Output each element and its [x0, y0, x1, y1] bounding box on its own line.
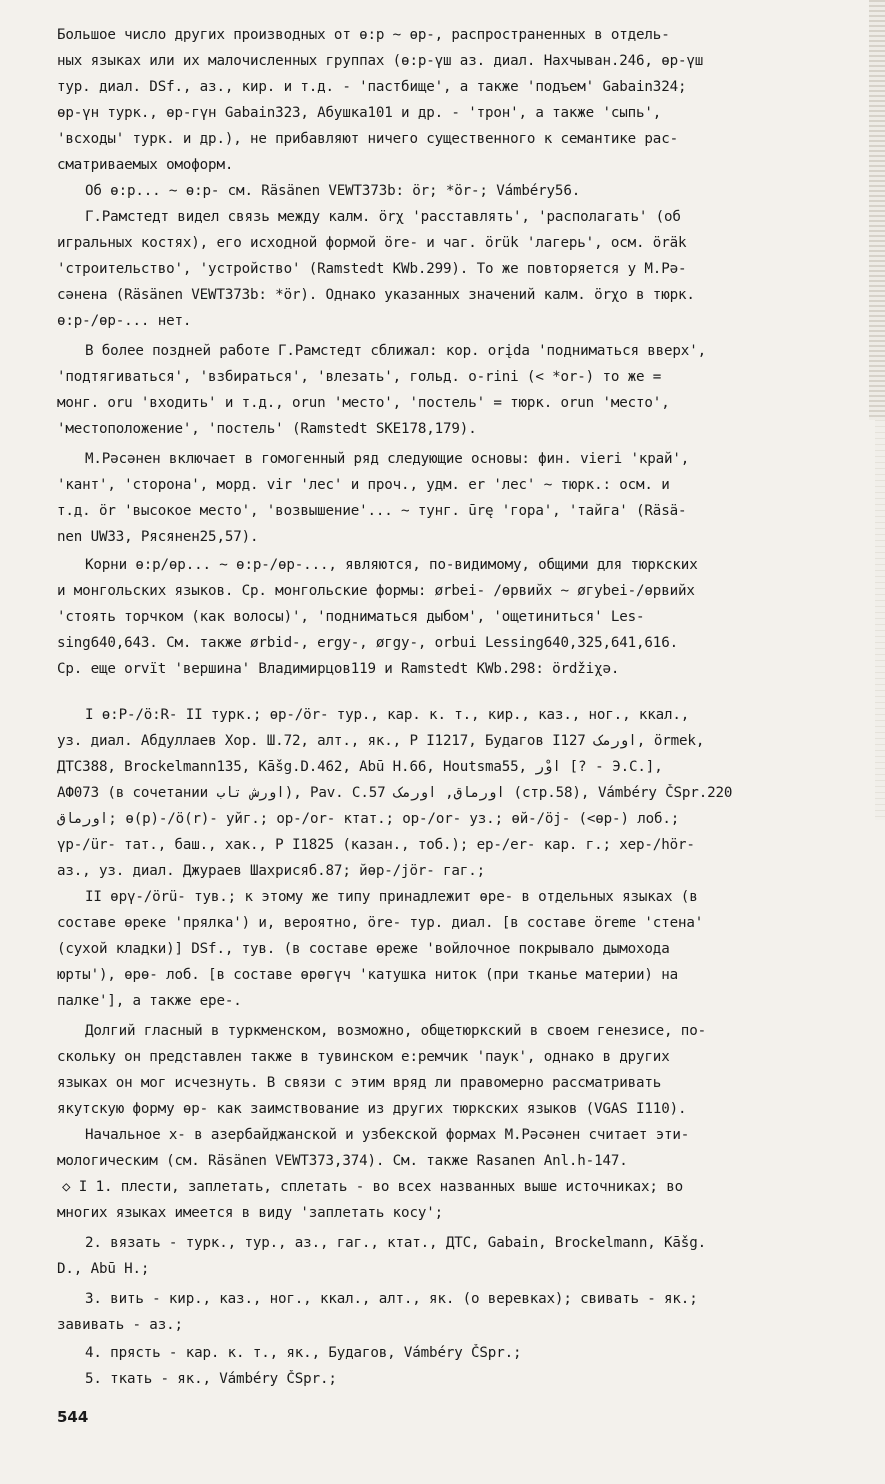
- text-line: монг. oru 'входить' и т.д., orun 'место', 'постель' = тюрк. orun 'место',: [57, 395, 670, 411]
- text-line: юрты'), өрө- лоб. [в составе өрөгүч 'катушка ниток (при тканье материи) на: [57, 967, 678, 983]
- text-line: 4. прясть - кар. к. т., як., Будагов, Vámbéry ČSpr.;: [85, 1345, 522, 1361]
- text-line: 'всходы' турк. и др.), не прибавляют ничего существенного к семантике рас-: [57, 131, 678, 147]
- text-line: мологическим (см. Räsänen VEWT373,374). См. также Rasanen Anl.h-147.: [57, 1153, 628, 1169]
- text-line: сәнена (Räsänen VEWT373b: *ör). Однако указанных значений калм. örχo в тюрк.: [57, 287, 695, 303]
- text-line: I ө:Р-/ö:R- II турк.; өр-/ör- тур., кар. к. т., кир., каз., ног., ккал.,: [85, 707, 690, 723]
- text-line: и монгольских языков. Ср. монгольские формы: ørbei- /өрвийх ~ øгybei-/өрвийх: [57, 583, 695, 599]
- text-line: 'строительство', 'устройство' (Ramstedt KWb.299). То же повторяется у М.Рә-: [57, 261, 687, 277]
- text-line: اورماق; ө(р)-/ö(r)- уйг.; ор-/or- ктат.; ор-/or- уз.; өй-/öj- (<өр-) лоб.;: [57, 811, 680, 827]
- text-line: т.д. ör 'высокое место', 'возвышение'... ~ тунг. ūrę 'гора', 'тайга' (Räsä-: [57, 503, 687, 519]
- text-line: уз. диал. Абдуллаев Хор. Ш.72, алт., як., Р I1217, Будагов I127 اورمک, örmek,: [57, 733, 705, 749]
- text-line: якутскую форму өр- как заимствование из других тюркских языков (VGAS I110).: [57, 1101, 687, 1117]
- text-line: Корни ө:р/өр... ~ ө:р-/өр-..., являются, по-видимому, общими для тюркских: [85, 557, 698, 573]
- text-line: аз., уз. диал. Джураев Шахрисяб.87; йөр-/jör- гаг.;: [57, 863, 485, 879]
- text-line: Начальное х- в азербайджанской и узбекской формах М.Рәсәнен считает эти-: [85, 1127, 690, 1143]
- text-line: завивать - аз.;: [57, 1317, 183, 1333]
- text-line: ных языках или их малочисленных группах (ө:р-үш аз. диал. Нахчыван.246, өр-үш: [57, 53, 704, 69]
- text-line: ө:р-/өр-... нет.: [57, 313, 192, 329]
- text-line: 'подтягиваться', 'взбираться', 'влезать', гольд. o-rini (< *or-) то же =: [57, 369, 662, 385]
- text-line: Г.Рамстедт видел связь между калм. örχ 'расставлять', 'располагать' (об: [85, 209, 681, 225]
- text-line: 2. вязать - турк., тур., аз., гаг., ктат., ДТС, Gabain, Brockelmann, Kāšg.: [85, 1235, 706, 1251]
- text-line: языках он мог исчезнуть. В связи с этим вряд ли правомерно рассматривать: [57, 1075, 662, 1091]
- text-line: Об ө:р... ~ ө:р- см. Räsänen VEWT373b: ör; *ör-; Vámbéry56.: [85, 183, 581, 199]
- text-line: nen UW33, Рясянен25,57).: [57, 529, 259, 545]
- text-line: сматриваемых омоформ.: [57, 157, 234, 173]
- text-line: скольку он представлен также в тувинском е:ремчик 'паук', однако в других: [57, 1049, 670, 1065]
- text-line: 5. ткать - як., Vámbéry ČSpr.;: [85, 1371, 337, 1387]
- text-line: ◇ I 1. плести, заплетать, сплетать - во всех названных выше источниках; во: [62, 1179, 683, 1195]
- text-line: D., Abū H.;: [57, 1261, 150, 1277]
- text-line: 'кант', 'сторона', морд. vir 'лес' и проч., удм. er 'лес' ~ тюрк.: осм. и: [57, 477, 670, 493]
- text-line: Большое число других производных от ө:р ~ өр-, распространенных в отдель-: [57, 27, 670, 43]
- text-line: (сухой кладки)] DSf., тув. (в составе өреже 'войлочное покрывало дымохода: [57, 941, 670, 957]
- text-line: 'местоположение', 'постель' (Ramstedt SKE178,179).: [57, 421, 477, 437]
- text-line: үр-/ür- тат., баш., хак., Р I1825 (казан., тоб.); ер-/er- кар. г.; хер-/hör-: [57, 837, 695, 853]
- text-line: Долгий гласный в туркменском, возможно, общетюркский в своем генезисе, по-: [85, 1023, 706, 1039]
- text-line: тур. диал. DSf., аз., кир. и т.д. - 'пастбище', а также 'подъем' Gabain324;: [57, 79, 687, 95]
- scan-edge-artifact-lower: [875, 420, 885, 820]
- text-line: игральных костях), его исходной формой öre- и чаг. örük 'лагерь', осм. öräk: [57, 235, 687, 251]
- text-line: АФ073 (в сочетании اورش تاب), Pav. C.57 اورماق, اورمک (стр.58), Vámbéry ČSpr.220: [57, 785, 733, 801]
- text-line: многих языках имеется в виду 'заплетать косу';: [57, 1205, 444, 1221]
- text-line: ДТС388, Brockelmann135, Kāšg.D.462, Abū H.66, Houtsma55, اوْر [? - Э.С.],: [57, 759, 663, 775]
- text-line: В более поздней работе Г.Рамстедт сближал: кор. orįda 'подниматься вверх',: [85, 343, 706, 359]
- text-line: 3. вить - кир., каз., ног., ккал., алт., як. (о веревках); свивать - як.;: [85, 1291, 698, 1307]
- text-line: Ср. еще orvït 'вершина' Владимирцов119 и Ramstedt KWb.298: ördžiχə.: [57, 661, 620, 677]
- text-line: палке'], а также ере-.: [57, 993, 242, 1009]
- text-line: өр-үн турк., өр-гүн Gabain323, Абушка101 и др. - 'трон', а также 'сыпь',: [57, 105, 662, 121]
- text-line: 'стоять торчком (как волосы)', 'подниматься дыбом', 'ощетиниться' Les-: [57, 609, 645, 625]
- page-number: 544: [57, 1408, 89, 1426]
- text-line: М.Рәсәнен включает в гомогенный ряд следующие основы: фин. vieri 'край',: [85, 451, 690, 467]
- text-line: II өрү-/örü- тув.; к этому же типу принадлежит өре- в отдельных языках (в: [85, 889, 698, 905]
- text-line: составе өреке 'прялка') и, вероятно, öre- тур. диал. [в составе öreme 'стена': [57, 915, 704, 931]
- text-line: sing640,643. См. также ørbid-, ergy-, øгgy-, orbui Lessing640,325,641,616.: [57, 635, 678, 651]
